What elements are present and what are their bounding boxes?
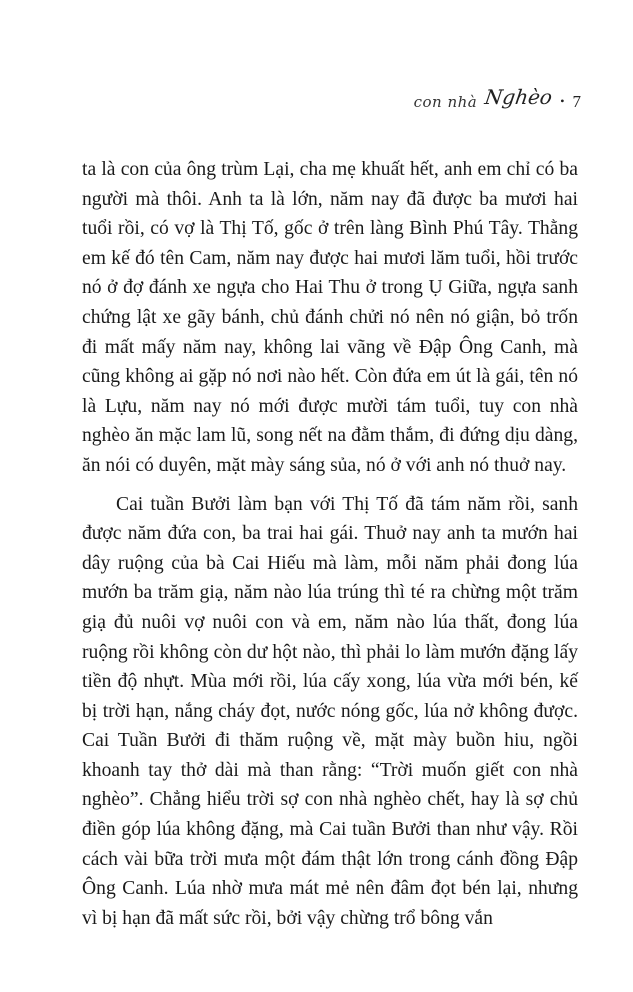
paragraph-1: ta là con của ông trùm Lại, cha mẹ khuất hết, anh em chỉ có ba người mà thôi. Anh ta là lớn, năm nay đã được ba mươi hai tuổi rồi, có vợ là Thị Tố, gốc ở trên làng Bình Phú Tây. Thằng em kế đó tên Cam, năm nay được hai mươi lăm tuổi, hồi trước nó ở đợ đánh xe ngựa cho Hai Thu ở trong Ụ Giữa, ngựa sanh chứng lật xe gãy bánh, chủ đánh chửi nó nên nó giận, bỏ trốn đi mất mấy năm nay, không lai vãng về Đập Ông Canh, mà cũng không ai gặp nó nơi nào hết. Còn đứa em út là gái, tên nó là Lựu, năm nay nó mới được mười tám tuổi, tuy con nhà nghèo ăn mặc lam lũ, song nết na đằm thắm, đi đứng dịu dàng, ăn nói có duyên, mặt mày sáng sủa, nó ở với anh nó thuở nay. xyxy=(82,159,578,476)
paragraph-2: Cai tuần Bưởi làm bạn với Thị Tố đã tám năm rồi, sanh được năm đứa con, ba trai hai gái. Thuở nay anh ta mướn hai dây ruộng của bà Cai Hiếu mà làm, mỗi năm phải đong lúa mướn ba trăm giạ, năm nào lúa trúng thì té ra chừng một trăm giạ đủ nuôi vợ nuôi con và em, năm nào lúa thất, đong lúa ruộng rồi không còn dư hột nào, thì phải lo làm mướn đặng lấy tiền độ nhựt. Mùa mới rồi, lúa cấy xong, lúa vừa mới bén, kế bị trời hạn, nắng cháy đọt, nước nóng gốc, lúa nở không được. Cai Tuần Bưởi đi thăm ruộng về, mặt mày buồn hiu, ngồi khoanh tay thở dài mà than rằng: “Trời muốn giết con nhà nghèo”. Chẳng hiểu trời sợ con nhà nghèo chết, hay là sợ chủ điền góp lúa không đặng, mà Cai tuần Bưởi than như vậy. Rồi cách vài bữa trời mưa một đám thật lớn trong cánh đồng Đập Ông Canh. Lúa nhờ mưa mát mẻ nên đâm đọt bén lại, nhưng vì bị hạn đã mất sức rồi, bởi vậy chừng trổ bông vắn xyxy=(82,493,578,929)
header-title-part2: Nghèo xyxy=(483,85,554,109)
header-bullet: • xyxy=(560,94,565,108)
header-title-part1: con nhà xyxy=(413,93,478,111)
page-number: 7 xyxy=(572,92,581,111)
running-header xyxy=(413,85,581,112)
body-text xyxy=(82,155,578,933)
